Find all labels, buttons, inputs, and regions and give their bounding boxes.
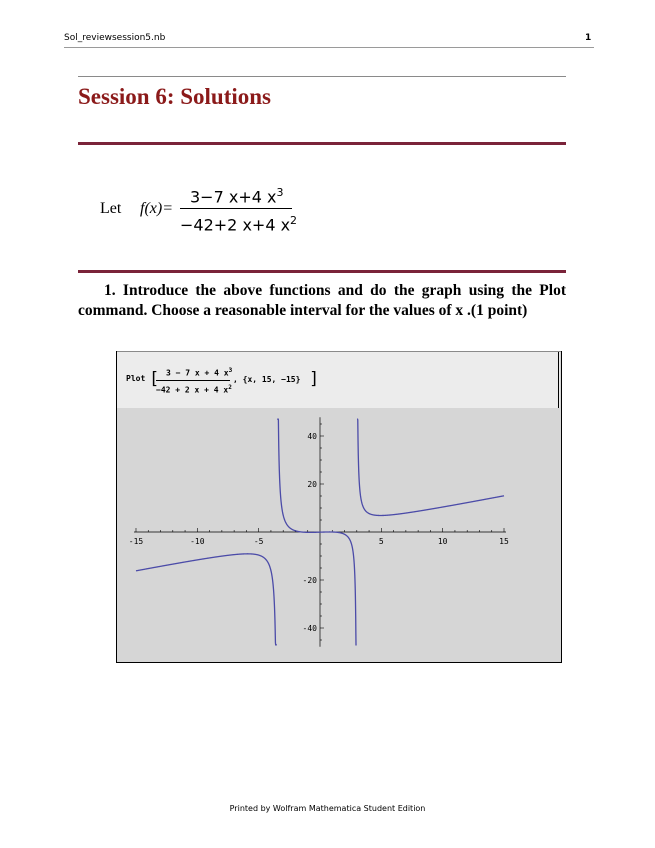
numerator-exponent: 3 <box>276 186 284 199</box>
denominator <box>180 214 297 234</box>
curve-branch-1 <box>136 554 277 645</box>
command-numerator-exponent: 3 <box>228 367 233 374</box>
function-plot <box>117 408 560 662</box>
plot-function-name: Plot <box>126 374 146 383</box>
x-tick-label: 5 <box>378 537 384 546</box>
notebook-filename: Sol_reviewsession5.nb <box>64 33 166 43</box>
title-bottom-divider <box>78 142 566 145</box>
close-bracket: ] <box>309 369 320 389</box>
command-numerator-base: 3 − 7 x + 4 x <box>166 368 229 378</box>
command-denominator-exponent: 2 <box>228 384 232 391</box>
x-tick-label: 10 <box>437 537 448 546</box>
x-tick-label: -10 <box>190 537 205 546</box>
header-divider <box>64 47 594 48</box>
command-fraction-bar <box>156 380 230 381</box>
command-denominator-base: −42 + 2 x + 4 x <box>156 385 229 395</box>
denominator-exponent: 2 <box>290 214 298 227</box>
x-tick-label: -5 <box>253 537 264 546</box>
cell-border-bottom <box>116 662 562 663</box>
let-label: Let <box>100 200 122 217</box>
page-title: Session 6: Solutions <box>78 84 272 109</box>
x-tick-label: 15 <box>499 537 509 546</box>
curve-branch-3 <box>357 419 504 515</box>
y-tick-label: 40 <box>307 432 317 441</box>
problem-statement: 1. Introduce the above functions and do the graph using the Plot command. Choose a reasonable interval for the values of x .(1 point) <box>78 282 566 319</box>
page-number: 1 <box>585 33 592 43</box>
command-numerator <box>166 367 232 378</box>
title-top-divider <box>78 76 566 77</box>
y-tick-label: -20 <box>302 576 317 585</box>
x-tick-label: -15 <box>128 537 144 546</box>
open-bracket: [ <box>149 369 160 389</box>
print-footer: Printed by Wolfram Mathematica Student Edition <box>229 804 426 813</box>
input-cell-edge <box>558 352 559 408</box>
fx-label: f(x)= <box>140 200 173 217</box>
denominator-base: −42+2 x+4 x <box>180 215 291 235</box>
command-denominator <box>156 384 232 395</box>
section-divider <box>78 270 566 273</box>
plot-arguments: , {x, 15, −15} <box>233 375 301 384</box>
numerator-base: 3−7 x+4 x <box>190 187 277 207</box>
fraction-bar <box>180 208 292 209</box>
y-tick-label: -40 <box>302 624 317 633</box>
cell-border-top <box>116 351 562 352</box>
cell-border-right <box>561 351 562 663</box>
numerator <box>190 186 283 206</box>
y-tick-label: 20 <box>307 480 317 489</box>
